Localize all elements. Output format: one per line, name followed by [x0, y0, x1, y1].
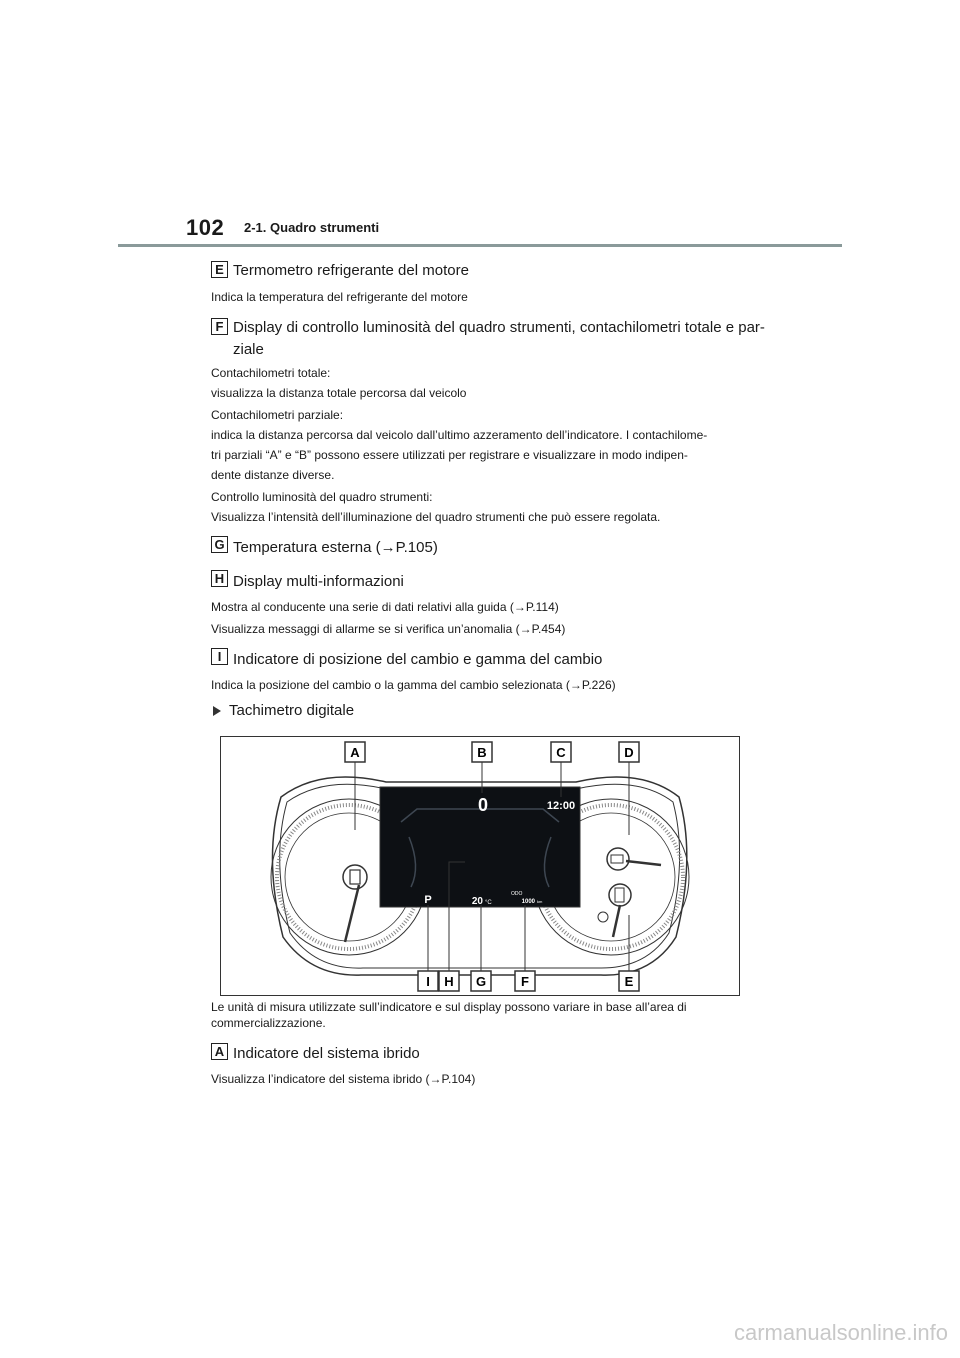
body-f-5: tri parziali “A” e “B” possono essere utilizzati per registrare e visualizzare in modo indipen-	[211, 448, 688, 462]
body-h-2: Visualizza messaggi di allarme se si verifica un’anomalia (→P.454)	[211, 622, 566, 636]
body-f-6: dente distanze diverse.	[211, 468, 335, 482]
display-gear: P	[424, 894, 432, 906]
display-speed: 0	[477, 795, 489, 815]
badge-a: A	[211, 1043, 228, 1060]
heading-e: Termometro refrigerante del motore	[233, 262, 469, 279]
note-line-2: commercializzazione.	[211, 1016, 326, 1030]
body-e-1: Indica la temperatura del refrigerante del motore	[211, 290, 468, 304]
header-rule	[118, 244, 842, 247]
bullet-triangle-icon	[213, 706, 221, 716]
callout-c: C	[556, 745, 566, 760]
heading-f-line2: ziale	[233, 341, 264, 358]
callout-a: A	[350, 745, 360, 760]
body-f-1: Contachilometri totale:	[211, 366, 331, 380]
section-title: 2-1. Quadro strumenti	[244, 220, 380, 235]
body-f-3: Contachilometri parziale:	[211, 408, 344, 422]
instrument-cluster-illustration	[221, 737, 739, 995]
cluster-figure	[220, 736, 740, 996]
badge-e: E	[211, 261, 228, 278]
heading-f-line1: Display di controllo luminosità del quadro strumenti, contachilometri totale e par-	[233, 319, 765, 336]
body-f-4: indica la distanza percorsa dal veicolo dall’ultimo azzeramento dell’indicatore. I contachilome-	[211, 428, 708, 442]
heading-i: Indicatore di posizione del cambio e gamma del cambio	[233, 651, 603, 668]
callout-g: G	[475, 974, 487, 989]
watermark: carmanualsonline.info	[733, 1320, 948, 1345]
display-temp-value: 20	[471, 896, 483, 907]
body-f-7: Controllo luminosità del quadro strumenti:	[211, 490, 433, 504]
callout-b: B	[477, 745, 487, 760]
body-f-8: Visualizza l’intensità dell’illuminazione del quadro strumenti che può essere regolata.	[211, 510, 661, 524]
callout-e: E	[624, 974, 634, 989]
callout-i: I	[426, 974, 430, 989]
heading-a: Indicatore del sistema ibrido	[233, 1045, 420, 1062]
display-temp-unit: °C	[485, 900, 492, 906]
note-line-1: Le unità di misura utilizzate sull’indicatore e sul display possono variare in base all’area di	[211, 1000, 687, 1014]
display-odo-label: ODO	[511, 891, 523, 897]
body-h-1: Mostra al conducente una serie di dati relativi alla guida (→P.114)	[211, 600, 559, 614]
subsection-title: Tachimetro digitale	[229, 702, 355, 719]
heading-h: Display multi-informazioni	[233, 573, 404, 590]
body-i-1: Indica la posizione del cambio o la gamma del cambio selezionata (→P.226)	[211, 678, 616, 692]
body-f-2: visualizza la distanza totale percorsa dal veicolo	[211, 386, 467, 400]
callout-h: H	[444, 974, 454, 989]
callout-d: D	[624, 745, 634, 760]
badge-f: F	[211, 318, 228, 335]
display-odo-unit: km	[537, 899, 543, 904]
body-a: Visualizza l’indicatore del sistema ibrido (→P.104)	[211, 1072, 476, 1086]
page-number: 102	[186, 215, 225, 240]
badge-h: H	[211, 570, 228, 587]
display-odo-value: 1000	[521, 899, 535, 905]
heading-g: Temperatura esterna (→P.105)	[233, 539, 438, 556]
badge-g: G	[211, 536, 228, 553]
display-clock: 12:00	[546, 800, 576, 812]
badge-i: I	[211, 648, 228, 665]
callout-f: F	[521, 974, 529, 989]
